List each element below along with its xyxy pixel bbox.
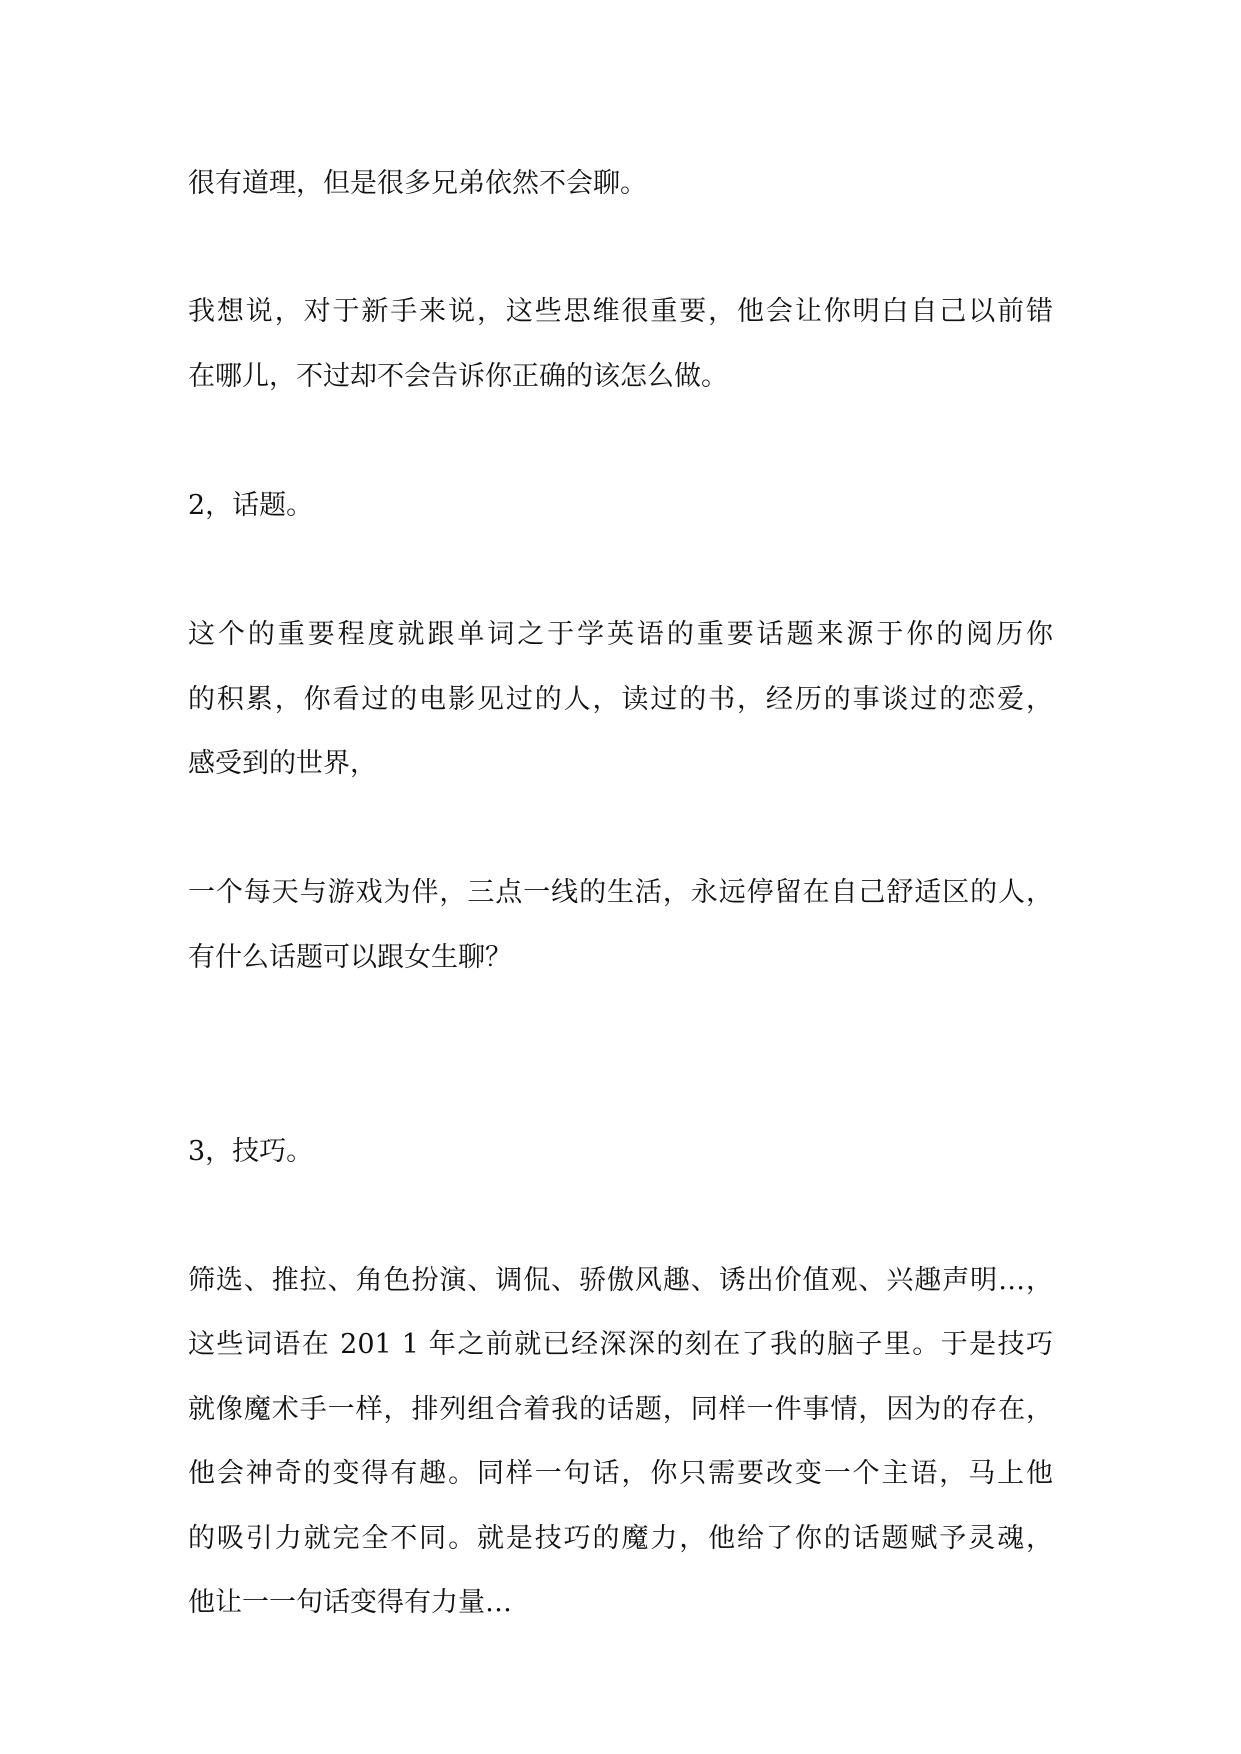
paragraph-line: 的吸引力就完全不同。就是技巧的魔力，他给了你的话题赋予灵魂， [188, 1523, 1053, 1554]
section-heading: 2，话题。 [188, 490, 314, 521]
paragraph-line: 很有道理，但是很多兄弟依然不会聊。 [188, 168, 647, 199]
paragraph-line: 我想说，对于新手来说，这些思维很重要，他会让你明白自己以前错 [188, 296, 1053, 327]
paragraph-line: 感受到的世界， [188, 748, 377, 779]
paragraph-line: 一个每天与游戏为伴，三点一线的生活，永远停留在自己舒适区的人， [188, 877, 1053, 908]
paragraph-line: 的积累，你看过的电影见过的人，读过的书，经历的事谈过的恋爱， [188, 684, 1053, 715]
paragraph-line: 他让一一句话变得有力量… [188, 1587, 512, 1618]
paragraph-line: 筛选、推拉、角色扮演、调侃、骄傲风趣、诱出价值观、兴趣声明…， [188, 1265, 1053, 1296]
paragraph-line: 这个的重要程度就跟单词之于学英语的重要话题来源于你的阅历你 [188, 619, 1053, 650]
paragraph-line: 这些词语在 201 1 年之前就已经深深的刻在了我的脑子里。于是技巧 [188, 1329, 1053, 1360]
paragraph-line: 有什么话题可以跟女生聊？ [188, 942, 512, 973]
paragraph-line: 就像魔术手一样，排列组合着我的话题，同样一件事情，因为的存在， [188, 1394, 1053, 1425]
paragraph-line: 在哪儿，不过却不会告诉你正确的该怎么做。 [188, 361, 728, 392]
section-heading: 3，技巧。 [188, 1136, 314, 1167]
paragraph-line: 他会神奇的变得有趣。同样一句话，你只需要改变一个主语，马上他 [188, 1458, 1053, 1489]
